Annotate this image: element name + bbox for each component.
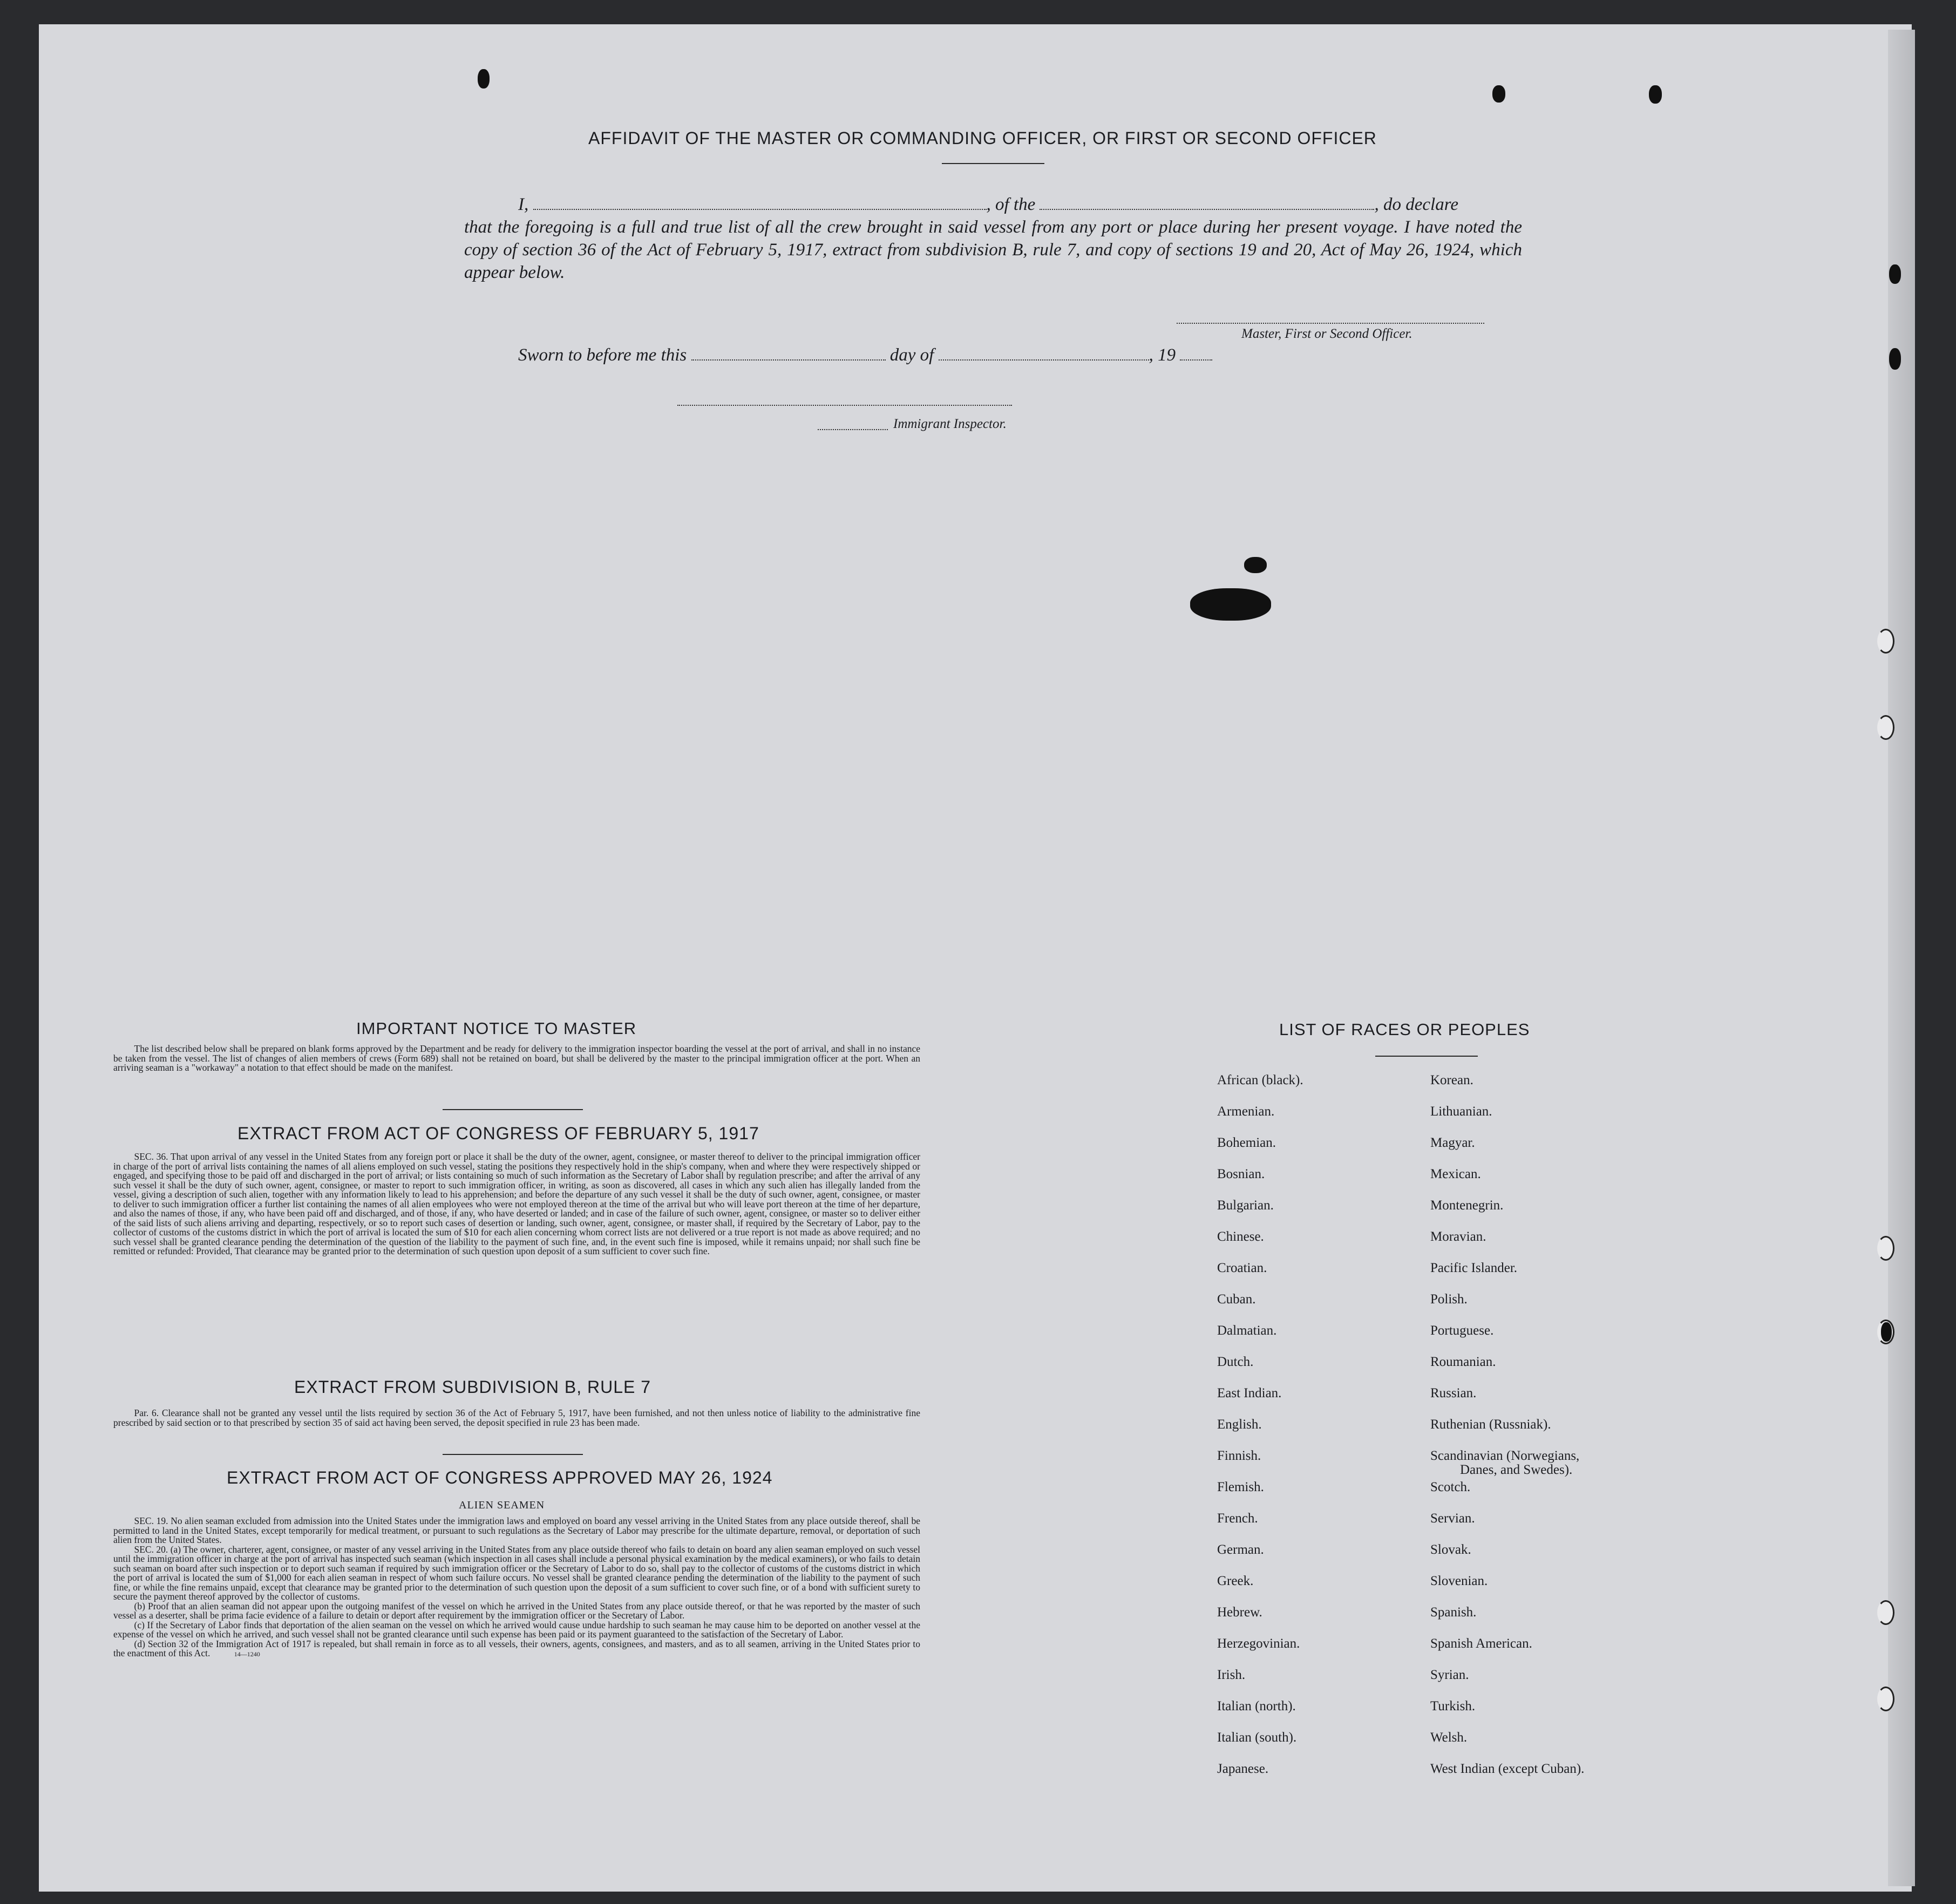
race-item: Welsh. [1430,1730,1468,1745]
divider [443,1454,583,1455]
vessel-blank[interactable] [1040,198,1374,210]
race-item: Chinese. [1217,1229,1264,1244]
race-item: English. [1217,1417,1262,1432]
ink-blot [1190,588,1271,621]
sworn-line [518,345,1212,365]
race-item: Slovak. [1430,1542,1471,1557]
race-item: Moravian. [1430,1229,1486,1244]
extract-1917-text: SEC. 36. That upon arrival of any vessel in the United States from any foreign port or place it shall be the duty of the owner, agent, consignee, or master thereof to deliver to the principal immigration officer in charge of the port of arrival lists containing the names of all aliens employed on such vessel, stating the positions they respectively hold in the ship's company, when and where they were respectively shipped or engaged, and specifying those to be paid off and discharged in the port of arrival; or lists containing so much of such information as the Secretary of Labor shall by regulation prescribe; and after the arrival of any such vessel it shall be the duty of such owner, agent, consignee, or master to report to such immigration officer, in writing, as soon as discovered, all cases in which any such alien has illegally landed from the vessel, giving a description of such alien, together with any information likely to lead to his apprehension; and before the departure of any such vessel it shall be the duty of such owner, agent, consignee, or master to deliver to such immigration officer a further list containing the names of all alien employees who were not employed thereon at the time of the arrival but who will leave port thereon at the time of her departure, and also the names of those, if any, who have been paid off and discharged, and of those, if any, who have deserted or landed; and in case of the failure of such owner, agent, consignee, or master so to deliver either of the said lists of such aliens arriving and departing, respectively, or so to report such cases of desertion or landing, such owner, agent, consignee, or master shall, if required by the Secretary of Labor, pay to the collector of customs of the customs district in which the port of arrival is located the sum of $10 for each alien concerning whom correct lists are not delivered or a true report is not made as above required; and no such vessel shall be granted clearance pending the determination of the question of the liability to the payment of such fine, and, in the event such fine is imposed, while it remains unpaid; nor shall such fine be remitted or refunded: Provided, That clearance may be granted prior to the determination of such question upon deposit of a sum sufficient to cover such fine. [113,1151,920,1256]
extract-1924-text [113,1517,920,1660]
sec-20d-paragraph [113,1640,920,1660]
race-item: Finnish. [1217,1449,1261,1463]
extract-rule7-text: Par. 6. Clearance shall not be granted any vessel until the lists required by section 36 of the Act of February 5, 1917, have been furnished, and not then unless notice of liability to the administrative fine prescribed by said section or to that prescribed by section 35 of said act having been served, the deposit specified in rule 23 has been made. [113,1407,920,1428]
inspector-label: Immigrant Inspector. [893,417,1007,431]
alien-seamen-subtitle: ALIEN SEAMEN [459,1499,545,1511]
form-number: 14—1240 [234,1650,260,1658]
race-item: Portuguese. [1430,1323,1494,1338]
sworn-day-label: day of [889,345,934,365]
race-item: Danes, and Swedes). [1460,1463,1573,1477]
race-item: Cuban. [1217,1292,1256,1307]
race-item: Croatian. [1217,1261,1267,1275]
race-item: Herzegovinian. [1217,1636,1300,1651]
race-item: Russian. [1430,1386,1477,1400]
sec-20c-paragraph: (c) If the Secretary of Labor finds that deportation of the alien seaman on the vessel on which he arrived would cause undue hardship to such seaman he may cause him to be deported on another vessel at the expense of the vessel on which he arrived, and such vessel shall not be granted clearance until such expense has been paid or its payment guaranteed to the satisfaction of the Secretary of Labor. [113,1619,920,1640]
sworn-prefix: Sworn to before me this [518,345,687,365]
sec-20a-paragraph: SEC. 20. (a) The owner, charterer, agent, consignee, or master of any vessel arriving in the United States from any place outside thereof who fails to detain on board any alien seaman employed on such vessel until the immigration officer in charge at the port of arrival has inspected such seaman (which inspection in all cases shall include a personal physical examination by the medical examiners), or who fails to detain such seaman on board after such inspection or to deport such seaman if required by such immigration officer or the Secretary of Labor to do so, shall pay to the collector of customs of the customs district in which the port of arrival is located the sum of $1,000 for each alien seaman in respect of whom such failure occurs. No vessel shall be granted clearance pending the determination of the liability to the payment of such fine, or while the fine remains unpaid, except that clearance may be granted prior to the determination of such question upon the deposit of a sum sufficient to cover such fine, or of a bond with sufficient surety to secure the payment thereof approved by the collector of customs. [113,1543,920,1602]
master-signature-label: Master, First or Second Officer. [1241,327,1412,341]
affidavit-i: I, [518,195,529,214]
punch-hole [1877,629,1894,654]
affidavit-line-1 [464,193,1522,216]
race-item: Spanish American. [1430,1636,1532,1651]
ink-blot [1649,85,1662,104]
race-item: Pacific Islander. [1430,1261,1518,1275]
sworn-year-label: , 19 [1149,345,1176,365]
notice-text: The list described below shall be prepared on blank forms approved by the Department and be ready for delivery to the immigration inspector boarding the vessel at the port of arrival, and shall in no instance be taken from the vessel. The list of changes of alien members of crews (Form 689) shall not be retained on board, but shall be delivered by the master to the principal immigration officer at the port. When an arriving seaman is a "workaway" a notation to that effect should be made on the manifest. [113,1043,920,1073]
race-item: Bohemian. [1217,1135,1276,1150]
race-item: East Indian. [1217,1386,1282,1400]
race-item: Montenegrin. [1430,1198,1504,1213]
race-item: German. [1217,1542,1264,1557]
ink-blot [1244,557,1267,573]
race-item: Greek. [1217,1574,1254,1588]
race-item: Roumanian. [1430,1355,1496,1369]
extract-rule7-title: EXTRACT FROM SUBDIVISION B, RULE 7 [294,1377,651,1397]
race-item: Syrian. [1430,1668,1469,1682]
race-item: Scandinavian (Norwegians, [1430,1449,1580,1463]
sec-20d-text: (d) Section 32 of the Immigration Act of 1917 is repealed, but shall remain in force as to all vessels, their owners, agents, consignees, and masters, and as to all seamen, arriving in the United States prior to the enactment of this Act. [113,1638,920,1658]
sworn-month-blank[interactable] [939,349,1149,361]
race-item: Flemish. [1217,1480,1264,1494]
inspector-signature-line-2[interactable] [818,429,888,430]
races-title-rule [1375,1056,1478,1057]
race-item: Dutch. [1217,1355,1254,1369]
race-item: Servian. [1430,1511,1475,1526]
sworn-year-blank[interactable] [1180,349,1212,361]
race-item: Spanish. [1430,1605,1477,1620]
race-item: Slovenian. [1430,1574,1488,1588]
race-item: Bulgarian. [1217,1198,1274,1213]
affidavit-title: AFFIDAVIT OF THE MASTER OR COMMANDING OFFICER, OR FIRST OR SECOND OFFICER [588,128,1377,148]
race-item: African (black). [1217,1073,1303,1087]
sec-20b-paragraph: (b) Proof that an alien seaman did not appear upon the outgoing manifest of the vessel on which he arrived in the United States from any place outside thereof, or that he was reported by the master of such vessel as a deserter, shall be prima facie evidence of a failure to detain or deport after requirement by the immigration officer or the Secretary of Labor. [113,1600,920,1621]
ink-blot [1881,1322,1892,1342]
extract-1917-title: EXTRACT FROM ACT OF CONGRESS OF FEBRUARY 5, 1917 [237,1124,759,1143]
punch-hole [1877,1236,1894,1261]
punch-hole [1877,1687,1894,1711]
affidavit-declare: , do declare [1374,195,1458,214]
race-item: Turkish. [1430,1699,1476,1713]
race-item: Italian (south). [1217,1730,1297,1745]
race-item: French. [1217,1511,1258,1526]
name-blank[interactable] [533,198,987,210]
race-item: Mexican. [1430,1167,1481,1181]
affidavit-of-the: , of the [986,195,1036,214]
race-item: Irish. [1217,1668,1246,1682]
race-item: Scotch. [1430,1480,1471,1494]
master-signature-line[interactable] [1177,323,1484,324]
ink-blot [1889,264,1901,284]
race-item: Hebrew. [1217,1605,1262,1620]
extract-1924-title: EXTRACT FROM ACT OF CONGRESS APPROVED MAY 26, 1924 [227,1468,773,1487]
race-item: Japanese. [1217,1762,1269,1776]
race-item: Italian (north). [1217,1699,1296,1713]
race-item: Lithuanian. [1430,1104,1492,1119]
affidavit-title-rule [942,163,1044,164]
ink-blot [1492,85,1505,103]
race-item: Dalmatian. [1217,1323,1277,1338]
race-item: Bosnian. [1217,1167,1265,1181]
punch-hole [1877,715,1894,740]
ink-blot [1889,348,1901,370]
race-item: Korean. [1430,1073,1473,1087]
race-item: West Indian (except Cuban). [1430,1762,1585,1776]
sworn-day-blank[interactable] [691,349,886,361]
race-item: Magyar. [1430,1135,1475,1150]
sec-19-paragraph: SEC. 19. No alien seaman excluded from admission into the United States under the immigration laws and employed on board any vessel arriving in the United States from any place outside thereof, shall be permitted to land in the United States, except temporarily for medical treatment, or pursuant to such regulations as the Secretary of Labor may prescribe for the ultimate departure, removal, or deportation of such alien from the United States. [113,1515,920,1545]
inspector-signature-line[interactable] [677,405,1012,406]
races-title: LIST OF RACES OR PEOPLES [1279,1020,1530,1039]
race-item: Armenian. [1217,1104,1275,1119]
divider [443,1109,583,1110]
race-item: Ruthenian (Russniak). [1430,1417,1551,1432]
punch-hole [1877,1600,1894,1625]
ink-blot [478,69,490,89]
notice-title: IMPORTANT NOTICE TO MASTER [356,1019,637,1038]
affidavit-text: that the foregoing is a full and true list of all the crew brought in said vessel from any port or place during her present voyage. I have noted the copy of section 36 of the Act of February 5, 1917, extract from subdivision B, rule 7, and copy of sections 19 and 20, Act of May 26, 1924, which appear below. [464,217,1522,282]
affidavit-body [464,193,1522,284]
race-item: Polish. [1430,1292,1468,1307]
